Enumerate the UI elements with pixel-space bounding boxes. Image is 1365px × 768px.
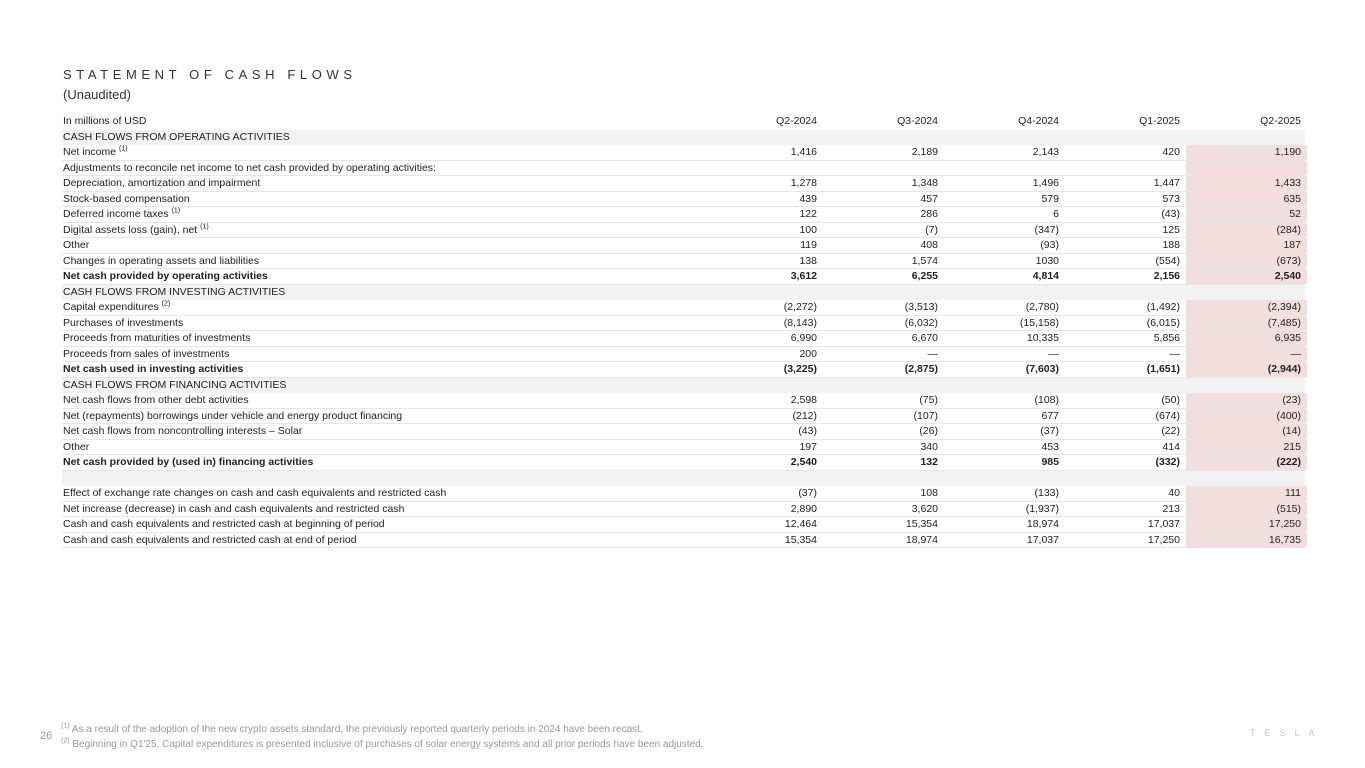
table-cell xyxy=(1186,161,1307,176)
table-cell: (347) xyxy=(1034,223,1059,236)
table-cell: 3,620 xyxy=(911,502,938,515)
table-cell: (15,158) xyxy=(1019,316,1059,329)
row-label xyxy=(62,300,702,315)
table-cell: (7) xyxy=(925,223,938,236)
row-label xyxy=(62,192,702,207)
table-cell: (14) xyxy=(1186,424,1307,439)
page-number: 26 xyxy=(40,730,53,742)
row-label-text: Capital expenditures xyxy=(63,301,159,313)
column-header: Q4-2024 xyxy=(1018,115,1059,127)
table-cell: (1,937) xyxy=(1025,502,1059,515)
table-cell: 1030 xyxy=(1035,254,1059,267)
table-cell: 573 xyxy=(1162,192,1180,205)
table-cell: (400) xyxy=(1186,409,1307,424)
header-label: In millions of USD xyxy=(63,115,147,127)
table-cell: 213 xyxy=(1162,502,1180,515)
table-row xyxy=(62,300,1305,316)
table-row xyxy=(62,393,1305,409)
table-cell: (2,944) xyxy=(1186,362,1307,377)
table-cell xyxy=(702,471,823,487)
table-row xyxy=(62,207,1305,223)
column-header: Q2-2025 xyxy=(1186,114,1307,130)
table-cell: 1,190 xyxy=(1186,145,1307,160)
table-row xyxy=(62,517,1305,533)
row-label xyxy=(62,424,702,439)
table-cell: — xyxy=(1048,347,1059,360)
table-cell: 18,974 xyxy=(1026,518,1059,530)
row-label xyxy=(62,455,702,470)
table-cell: 6,255 xyxy=(911,270,938,282)
row-label-text: Other xyxy=(63,440,90,453)
table-cell xyxy=(944,285,1065,301)
table-cell: 119 xyxy=(800,239,817,251)
table-cell: (222) xyxy=(1186,455,1307,470)
table-cell: 138 xyxy=(799,254,817,267)
table-row xyxy=(62,440,1305,456)
section-header-row xyxy=(62,130,1305,146)
table-cell: 12,464 xyxy=(784,518,817,530)
table-cell xyxy=(702,378,823,394)
table-cell: 16,735 xyxy=(1186,533,1307,548)
table-cell: 635 xyxy=(1186,192,1307,207)
row-label-text: Stock-based compensation xyxy=(63,192,190,205)
row-label xyxy=(62,440,702,455)
table-cell: — xyxy=(1169,347,1180,360)
table-cell: 453 xyxy=(1041,440,1059,453)
table-cell: 2,189 xyxy=(911,146,938,158)
table-cell: (93) xyxy=(1040,239,1059,251)
table-cell: 2,156 xyxy=(1153,270,1180,282)
table-row xyxy=(62,331,1305,347)
table-cell xyxy=(702,130,823,146)
row-label-text: Net cash used in investing activities xyxy=(63,363,244,375)
table-cell: 2,540 xyxy=(790,456,817,468)
table-cell: 15,354 xyxy=(905,518,938,530)
table-cell: 40 xyxy=(1168,487,1180,499)
row-label-text: Cash and cash equivalents and restricted cash at end of period xyxy=(63,533,357,546)
table-cell xyxy=(1065,130,1186,146)
row-label xyxy=(62,207,702,222)
table-cell: 17,250 xyxy=(1147,533,1180,546)
row-label-text: Net income xyxy=(63,146,117,158)
table-row xyxy=(62,316,1305,332)
table-cell: 1,348 xyxy=(911,177,938,189)
table-cell: (6,032) xyxy=(904,316,938,329)
table-cell: 985 xyxy=(1041,456,1059,468)
row-label-text: Net (repayments) borrowings under vehicle and energy product financing xyxy=(63,409,403,422)
footnote-text: As a result of the adoption of the new crypto assets standard, the previously reported quarterly periods in 2024 have been recast. xyxy=(71,724,643,735)
cash-flow-table xyxy=(62,114,1305,548)
row-label xyxy=(62,285,702,301)
table-cell: (23) xyxy=(1186,393,1307,408)
row-label xyxy=(62,471,702,487)
table-cell: (673) xyxy=(1186,254,1307,269)
footnote-marker: (1) xyxy=(61,722,70,730)
table-cell: (22) xyxy=(1161,425,1180,437)
table-cell: (43) xyxy=(1161,208,1180,220)
row-label-text: Net cash flows from other debt activities xyxy=(63,394,249,406)
table-cell: (7,485) xyxy=(1186,316,1307,331)
table-row xyxy=(62,161,1305,177)
table-cell: 457 xyxy=(920,192,938,205)
spacer-row xyxy=(62,471,1305,487)
table-header-row xyxy=(62,114,1305,130)
row-label xyxy=(62,378,702,394)
row-label-text: CASH FLOWS FROM FINANCING ACTIVITIES xyxy=(63,378,287,391)
row-label xyxy=(62,130,702,146)
table-cell xyxy=(1065,161,1186,176)
row-label xyxy=(62,502,702,517)
table-cell: 17,037 xyxy=(1147,518,1180,530)
table-cell: (3,225) xyxy=(783,363,817,375)
table-cell: 439 xyxy=(799,192,817,205)
table-cell: 4,814 xyxy=(1032,270,1059,282)
table-cell xyxy=(944,471,1065,487)
table-body xyxy=(62,130,1305,549)
table-cell: 1,574 xyxy=(911,254,938,267)
table-cell: 197 xyxy=(799,440,817,453)
table-row xyxy=(62,254,1305,270)
row-label-text: Net cash provided by operating activities xyxy=(63,270,268,282)
table-cell: (37) xyxy=(1040,425,1059,437)
table-row xyxy=(62,533,1305,549)
table-cell: 1,447 xyxy=(1153,177,1180,189)
table-cell: 187 xyxy=(1186,238,1307,253)
row-label xyxy=(62,517,702,532)
table-row xyxy=(62,347,1305,363)
row-label xyxy=(62,486,702,501)
table-cell: 52 xyxy=(1186,207,1307,222)
footnotes xyxy=(61,722,704,752)
table-cell: 2,540 xyxy=(1186,269,1307,284)
section-header-row xyxy=(62,378,1305,394)
table-cell: (107) xyxy=(913,409,938,422)
row-label-text: Digital assets loss (gain), net xyxy=(63,223,198,236)
table-cell: 6,990 xyxy=(790,332,817,344)
table-row xyxy=(62,145,1305,161)
row-label-text: Net cash provided by (used in) financing activities xyxy=(63,456,314,468)
row-label-text: Proceeds from maturities of investments xyxy=(63,332,251,344)
table-cell xyxy=(1065,285,1186,301)
table-row xyxy=(62,362,1305,378)
row-label-text: Net increase (decrease) in cash and cash equivalents and restricted cash xyxy=(63,502,405,515)
table-cell xyxy=(823,378,944,394)
row-label xyxy=(62,393,702,408)
table-cell xyxy=(1065,378,1186,394)
table-cell: (1,651) xyxy=(1146,363,1180,375)
table-cell: 408 xyxy=(920,239,938,251)
section-header-row xyxy=(62,285,1305,301)
table-row xyxy=(62,455,1305,471)
table-cell: 5,856 xyxy=(1153,332,1180,344)
row-label xyxy=(62,533,702,548)
row-label xyxy=(62,362,702,377)
table-cell: (3,513) xyxy=(904,301,938,313)
table-cell: 6,670 xyxy=(911,332,938,344)
table-cell: (515) xyxy=(1186,502,1307,517)
table-cell: (7,603) xyxy=(1025,363,1059,375)
table-cell: 1,433 xyxy=(1186,176,1307,191)
row-label-text: CASH FLOWS FROM INVESTING ACTIVITIES xyxy=(63,285,286,298)
table-cell xyxy=(944,378,1065,394)
footnote-reference: (1) xyxy=(200,223,209,230)
table-cell: 414 xyxy=(1162,440,1180,453)
table-cell: (43) xyxy=(798,425,817,437)
table-cell: 17,250 xyxy=(1186,517,1307,532)
row-label xyxy=(62,223,702,238)
table-cell xyxy=(1186,378,1307,394)
table-cell: 286 xyxy=(920,208,938,220)
table-cell xyxy=(823,285,944,301)
row-label-text: CASH FLOWS FROM OPERATING ACTIVITIES xyxy=(63,130,290,143)
table-cell: 17,037 xyxy=(1026,533,1059,546)
table-cell: — xyxy=(1186,347,1307,362)
table-cell: 10,335 xyxy=(1026,332,1059,344)
column-header: Q3-2024 xyxy=(897,115,938,127)
table-cell xyxy=(1186,285,1307,301)
table-cell: (75) xyxy=(919,394,938,406)
table-cell: (6,015) xyxy=(1146,316,1180,329)
table-cell: (332) xyxy=(1155,456,1180,468)
row-label xyxy=(62,347,702,362)
table-row xyxy=(62,176,1305,192)
table-cell: (8,143) xyxy=(783,316,817,329)
table-cell: (2,875) xyxy=(904,363,938,375)
row-label-text: Deferred income taxes xyxy=(63,208,169,220)
table-cell: (674) xyxy=(1155,409,1180,422)
table-cell: (212) xyxy=(792,409,817,422)
table-cell: 2,598 xyxy=(790,394,817,406)
table-cell xyxy=(702,161,823,176)
column-header: Q1-2025 xyxy=(1139,115,1180,127)
table-cell: (133) xyxy=(1034,487,1059,499)
table-cell xyxy=(1186,471,1307,487)
row-label-text: Proceeds from sales of investments xyxy=(63,347,230,360)
table-cell: 2,890 xyxy=(790,502,817,515)
table-cell: — xyxy=(927,347,938,360)
table-cell: 132 xyxy=(920,456,938,468)
table-cell: 579 xyxy=(1041,192,1059,205)
row-label xyxy=(62,161,702,176)
table-cell: 108 xyxy=(920,487,938,499)
row-label xyxy=(62,409,702,424)
table-cell xyxy=(823,130,944,146)
footnote xyxy=(61,737,704,752)
row-label xyxy=(62,269,702,284)
row-label xyxy=(62,331,702,346)
table-cell: 420 xyxy=(1162,146,1180,158)
table-cell: 125 xyxy=(1162,223,1180,236)
tesla-logo: TESLA xyxy=(1250,728,1324,738)
row-label-text: Effect of exchange rate changes on cash and cash equivalents and restricted cash xyxy=(63,487,447,499)
page-title: STATEMENT OF CASH FLOWS xyxy=(63,67,357,82)
table-cell: (1,492) xyxy=(1146,301,1180,313)
table-cell: 1,416 xyxy=(790,146,817,158)
table-cell: (284) xyxy=(1186,223,1307,238)
table-cell: (554) xyxy=(1155,254,1180,267)
table-row xyxy=(62,192,1305,208)
table-cell: (108) xyxy=(1034,394,1059,406)
table-cell: (26) xyxy=(919,425,938,437)
table-cell: 18,974 xyxy=(905,533,938,546)
footnote-reference: (2) xyxy=(161,300,171,308)
table-cell: 1,496 xyxy=(1032,177,1059,189)
row-label-text: Net cash flows from noncontrolling interests – Solar xyxy=(63,425,303,437)
footnote xyxy=(61,722,704,737)
table-row xyxy=(62,269,1305,285)
table-row xyxy=(62,238,1305,254)
table-cell: 100 xyxy=(799,223,817,236)
row-label xyxy=(62,176,702,191)
footnote-text: Beginning in Q1'25, Capital expenditures is presented inclusive of purchases of solar energy systems and all prior periods have been adjusted. xyxy=(72,739,704,750)
row-label-text: Other xyxy=(63,239,90,251)
table-cell: 122 xyxy=(799,208,817,220)
table-cell: 340 xyxy=(920,440,938,453)
table-row xyxy=(62,223,1305,239)
table-row xyxy=(62,424,1305,440)
footnote-reference: (1) xyxy=(171,207,181,215)
table-cell: 677 xyxy=(1041,409,1059,422)
row-label-text: Depreciation, amortization and impairment xyxy=(63,177,261,189)
table-cell: 200 xyxy=(799,347,817,360)
column-header: Q2-2024 xyxy=(776,115,817,127)
table-cell: (37) xyxy=(798,487,817,499)
row-label-text: Changes in operating assets and liabilities xyxy=(63,254,260,267)
table-cell: 15,354 xyxy=(784,533,817,546)
table-cell: 2,143 xyxy=(1032,146,1059,158)
row-label-text: Cash and cash equivalents and restricted cash at beginning of period xyxy=(63,518,385,530)
table-cell xyxy=(1186,130,1307,146)
row-label xyxy=(62,254,702,269)
table-cell: (2,272) xyxy=(783,301,817,313)
table-cell: 3,612 xyxy=(790,270,817,282)
row-label xyxy=(62,316,702,331)
table-row xyxy=(62,486,1305,502)
table-cell xyxy=(944,161,1065,176)
footnote-marker: (2) xyxy=(61,737,70,745)
table-row xyxy=(62,409,1305,425)
table-cell: (2,780) xyxy=(1025,301,1059,313)
table-cell: 6,935 xyxy=(1186,331,1307,346)
page-subtitle: (Unaudited) xyxy=(63,87,131,102)
table-cell: 215 xyxy=(1186,440,1307,455)
row-label xyxy=(62,238,702,253)
row-label xyxy=(62,145,702,160)
table-cell: (2,394) xyxy=(1186,300,1307,315)
table-cell: 111 xyxy=(1186,486,1307,501)
table-cell: 188 xyxy=(1162,239,1180,251)
table-row xyxy=(62,502,1305,518)
table-cell: (50) xyxy=(1161,394,1180,406)
table-cell: 1,278 xyxy=(790,177,817,189)
row-label-text: Adjustments to reconcile net income to net cash provided by operating activities: xyxy=(63,161,436,174)
footnote-reference: (1) xyxy=(119,145,128,153)
table-cell: 6 xyxy=(1053,208,1059,220)
table-cell xyxy=(702,285,823,301)
table-cell xyxy=(1065,471,1186,487)
table-cell xyxy=(823,161,944,176)
table-cell xyxy=(944,130,1065,146)
row-label-text: Purchases of investments xyxy=(63,316,184,329)
table-cell xyxy=(823,471,944,487)
